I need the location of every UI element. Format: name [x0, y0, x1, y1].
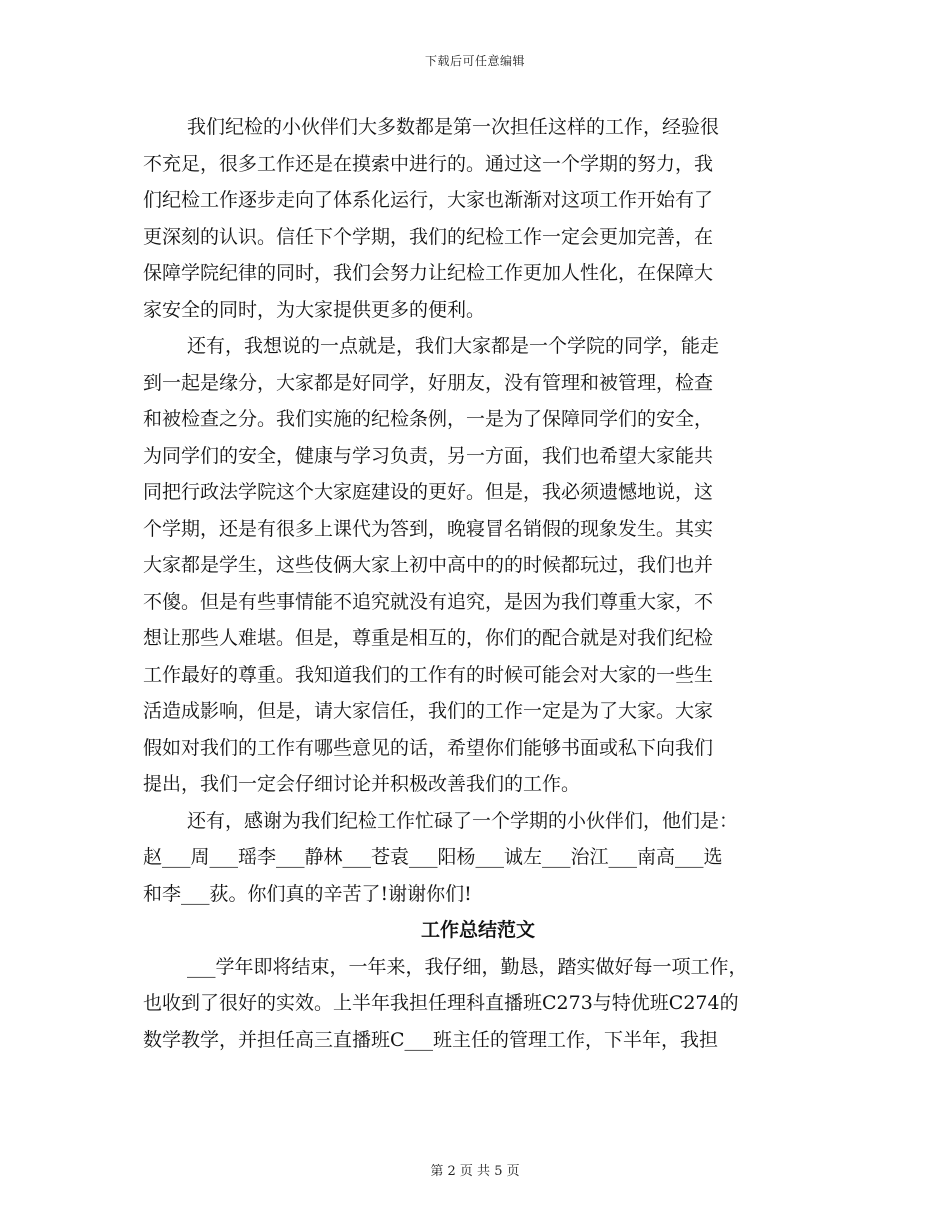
text-line: 大家都是学生，这些伎俩大家上初中高中的的时候都玩过，我们也并: [143, 554, 714, 576]
text-line: 到一起是缘分，大家都是好同学，好朋友，没有管理和被管理，检查: [143, 371, 714, 394]
text-line: ___学年即将结束，一年来，我仔细，勤恳，踏实做好每一项工作，: [187, 955, 748, 978]
text-line: 不充足，很多工作还是在摸索中进行的。通过这一个学期的努力，我: [143, 152, 714, 175]
paragraph-1: [143, 109, 813, 328]
text-line: 想让那些人难堪。但是，尊重是相互的，你们的配合就是对我们纪检: [143, 627, 714, 649]
text-line: 假如对我们的工作有哪些意见的话，希望你们能够书面或私下向我们: [143, 736, 714, 759]
document-body: [143, 109, 813, 1058]
section-title: 工作总结范文: [420, 919, 535, 941]
text-line: 同把行政法学院这个大家庭建设的更好。但是，我必须遗憾地说，这: [143, 481, 714, 503]
text-line: 保障学院纪律的同时，我们会努力让纪检工作更加人性化，在保障大: [143, 262, 714, 284]
text-line: 数学教学，并担任高三直播班C___班主任的管理工作，下半年，我担: [143, 1028, 719, 1051]
text-line: 活造成影响，但是，请大家信任，我们的工作一定是为了大家。大家: [143, 700, 714, 722]
section-paragraph: [143, 949, 813, 1059]
text-line: 还有，感谢为我们纪检工作忙碌了一个学期的小伙伴们，他们是：: [187, 809, 739, 832]
text-line: 我们纪检的小伙伴们大多数都是第一次担任这样的工作，经验很: [187, 116, 720, 138]
text-line: 更深刻的认识。信任下个学期，我们的纪检工作一定会更加完善，在: [143, 225, 714, 248]
text-line: 工作最好的尊重。我知道我们的工作有的时候可能会对大家的一些生: [143, 663, 714, 686]
text-line: 家安全的同时，为大家提供更多的便利。: [143, 298, 486, 321]
text-line: 和被检查之分。我们实施的纪检条例，一是为了保障同学们的安全，: [143, 408, 714, 430]
paragraph-3: [143, 803, 813, 913]
text-line: 为同学们的安全，健康与学习负责，另一方面，我们也希望大家能共: [143, 444, 714, 467]
text-line: 们纪检工作逐步走向了体系化运行，大家也渐渐对这项工作开始有了: [143, 189, 714, 211]
page-footer: 第 2 页 共 5 页: [430, 1164, 520, 1179]
text-line: 提出，我们一定会仔细讨论并积极改善我们的工作。: [143, 773, 581, 795]
text-line: 个学期，还是有很多上课代为答到，晚寝冒名销假的现象发生。其实: [143, 517, 714, 540]
text-line: 和李___荻。你们真的辛苦了!谢谢你们!: [143, 882, 472, 905]
text-line: 赵___周___瑶李___静林___苍袁___阳杨___诚左___治江___南高___选: [143, 846, 723, 868]
page-header: 下载后可任意编辑: [424, 54, 525, 68]
text-line: 还有，我想说的一点就是，我们大家都是一个学院的同学，能走: [187, 335, 720, 357]
text-line: 也收到了很好的实效。上半年我担任理科直播班C273与特优班C274的: [143, 992, 739, 1014]
text-line: 不傻。但是有些事情能不追究就没有追究，是因为我们尊重大家，不: [143, 590, 714, 613]
paragraph-2: [143, 328, 813, 803]
